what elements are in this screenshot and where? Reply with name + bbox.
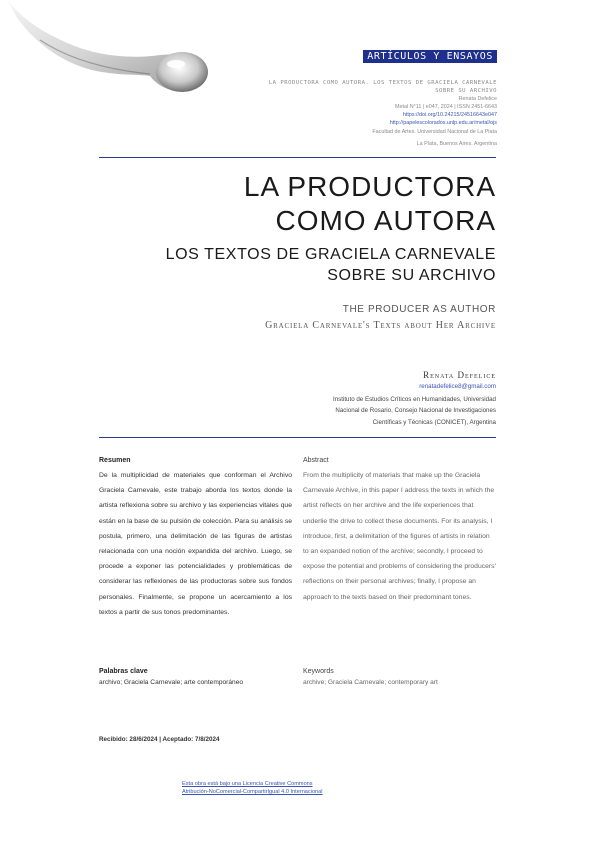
- abstract-en-heading: Abstract: [303, 457, 329, 464]
- author-name: Renata Defelice: [423, 370, 496, 380]
- license-link-line-1[interactable]: Esta obra está bajo una Licencia Creative Commons: [182, 781, 313, 787]
- main-title: [136, 170, 496, 238]
- abstract-en-text: From the multiplicity of materials that make up the Graciela Carnevale Archive, in this paper I address the texts in which the artist reflects on her archive and the life experiences that underlie the drive to collect these documents. For its analysis, I introduce, first, a delimitation of the figures of artists in relation to an expanded notion of the archive; secondly, I proceed to expose the potential and problems of considering the producers' reflections on their personal archives; finally, I propose an approach to the texts based on their predominant tones.: [303, 472, 496, 601]
- running-author: Renata Defelice: [458, 96, 497, 103]
- english-subtitle: Graciela Carnevale's Texts about Her Archive: [265, 320, 496, 331]
- license-note: [182, 780, 362, 796]
- author-affiliation: [286, 394, 496, 428]
- affiliation-line-1: Instituto de Estudios Críticos en Humanidades, Universidad: [332, 396, 496, 403]
- affiliation-line-2: Nacional de Rosario, Consejo Nacional de Investigaciones: [335, 407, 496, 415]
- subtitle-line-1: LOS TEXTOS DE GRACIELA CARNEVALE: [165, 246, 496, 263]
- keywords-en-heading: Keywords: [303, 668, 334, 675]
- keywords-en: [303, 668, 496, 686]
- water-droplet-illustration: [0, 0, 220, 100]
- abstract-divider: [99, 437, 496, 438]
- main-title-line-1: LA PRODUCTORA: [243, 171, 496, 202]
- journal-issue: Metal N°11 | e047, 2024 | ISSN 2451-6643: [395, 104, 497, 111]
- main-title-line-2: COMO AUTORA: [275, 205, 496, 236]
- faculty: Facultad de Artes. Universidad Nacional de La Plata: [372, 128, 497, 135]
- abstract-es-heading: Resumen: [99, 457, 131, 464]
- author-email[interactable]: renatadefelice8@gmail.com: [419, 383, 496, 390]
- keywords-es-text: archivo; Graciela Carnevale; arte contemporáneo: [99, 679, 244, 686]
- doi-link[interactable]: https://doi.org/10.24215/24516643e047: [402, 112, 497, 119]
- article-metadata: [237, 79, 497, 148]
- license-link-line-2[interactable]: Atribución-NoComercial-CompartirIgual 4.0 Internacional: [182, 789, 323, 795]
- top-divider: [99, 157, 496, 158]
- abstract-es-text: De la multiplicidad de materiales que conforman el Archivo Graciela Carnevale, este trabajo aborda los textos donde la artista reflexiona sobre su archivo y las experiencias vitales que están en la base de su pulsión de colección. Para su análisis se postula, primero, una delimitación de las figuras de artistas relacionada con una noción expandida del archivo. Luego, se procede a exponer las potencialidades y problemáticas de considerar las reflexiones de las productoras sobre sus fondos personales. Finalmente, se propone un acercamiento a los textos a partir de sus tonos predominantes.: [99, 472, 292, 616]
- subtitle: [136, 244, 496, 286]
- abstract-es: [99, 457, 292, 620]
- running-title-line-2: SOBRE SU ARCHIVO: [435, 88, 497, 95]
- abstract-en: [303, 457, 496, 605]
- journal-url-link[interactable]: http://papelescolorados.unlp.edu.ar/metal/ojs: [389, 120, 497, 127]
- section-tag: ARTÍCULOS Y ENSAYOS: [363, 50, 497, 63]
- keywords-es-heading: Palabras clave: [99, 668, 148, 675]
- affiliation-line-3: Científicas y Técnicas (CONICET), Argentina: [372, 418, 496, 426]
- location: La Plata, Buenos Aires. Argentina: [416, 140, 497, 147]
- received-accepted-dates: Recibido: 28/6/2024 | Aceptado: 7/8/2024: [99, 736, 220, 743]
- subtitle-line-2: SOBRE SU ARCHIVO: [327, 267, 496, 284]
- english-title: THE PRODUCER AS AUTHOR: [342, 304, 496, 315]
- keywords-es: [99, 668, 292, 686]
- running-title-line-1: LA PRODUCTORA COMO AUTORA. LOS TEXTOS DE GRACIELA CARNEVALE: [268, 80, 497, 86]
- keywords-en-text: archive; Graciela Carnevale; contemporary art: [303, 679, 438, 686]
